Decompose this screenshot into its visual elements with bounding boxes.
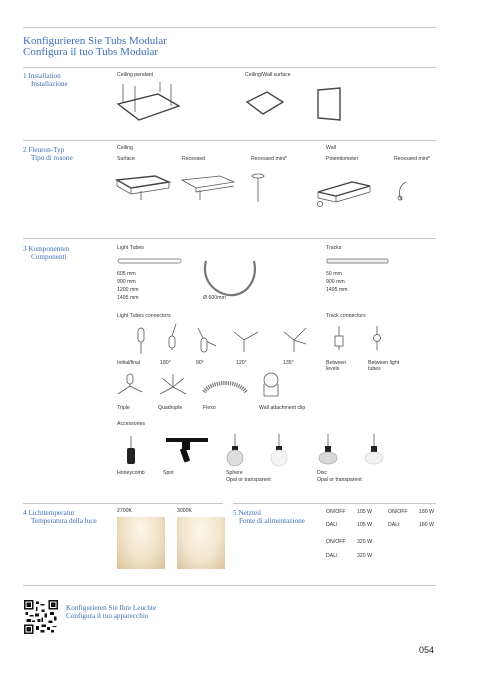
track-length: 1495 mm xyxy=(326,287,348,293)
page-title-it: Configura il tuo Tubs Modular xyxy=(23,46,159,58)
wall-recessed-mini-icon xyxy=(396,180,412,202)
connector-quadruple: Quadruple xyxy=(158,405,183,411)
rosette-recessed-mini: Recessed mini* xyxy=(251,156,288,162)
components-heading-de: 3 Komponenten xyxy=(23,245,70,253)
configure-cta-de[interactable]: Konfigurieren Sie Ihre Leuchte xyxy=(66,604,157,612)
light-temp-heading-it: Temperatura della luce xyxy=(31,517,97,525)
connector-90: 90° xyxy=(196,360,204,366)
tube-length: 605 mm xyxy=(117,271,136,277)
rosette-heading-de: 2 Fleuron-Typ xyxy=(23,146,65,154)
track-length: 900 mm xyxy=(326,279,345,285)
tracks-label: Tracks xyxy=(326,245,342,251)
90-connector-icon xyxy=(194,324,218,356)
connector-between-light-tubes: Between light tubes xyxy=(368,360,400,373)
rosette-wall-recessed-mini: Recessed mini* xyxy=(394,156,431,162)
accessory-sphere: Sphere xyxy=(226,470,243,476)
power-type: ON/OFF xyxy=(326,539,346,545)
track-icon xyxy=(326,258,390,266)
connector-180: 180° xyxy=(160,360,171,366)
honeycomb-icon xyxy=(124,436,138,466)
power-watt: 320 W xyxy=(357,539,372,545)
rosette-heading-it: Tipo di rosone xyxy=(31,154,73,162)
tube-connectors-label: Light Tubes connectors xyxy=(117,313,171,319)
option-ceiling-pendant: Ceiling pendant xyxy=(117,72,154,78)
power-heading-de: 5 Netzteil xyxy=(233,509,262,517)
power-type: DALI xyxy=(326,522,338,528)
accessories-label: Accessories xyxy=(117,421,145,427)
top-rule xyxy=(23,27,436,28)
recessed-rosette-icon xyxy=(180,172,236,202)
tube-length: 1495 mm xyxy=(117,295,139,301)
connector-120: 120° xyxy=(236,360,247,366)
ceiling-pendant-icon xyxy=(115,82,185,132)
power-watt: 105 W xyxy=(357,522,372,528)
triple-connector-icon xyxy=(116,372,144,400)
installation-heading-de: 1 Installation xyxy=(23,72,61,80)
connector-135: 135° xyxy=(283,360,294,366)
flexo-connector-icon xyxy=(202,378,248,396)
power-watt: 180 W xyxy=(419,522,434,528)
sphere-opal-icon xyxy=(224,434,246,470)
power-type: DALI xyxy=(326,553,338,559)
page-number: 054 xyxy=(419,645,435,655)
power-type: ON/OFF xyxy=(388,509,408,515)
180-connector-icon xyxy=(162,322,182,356)
accessory-spot: Spot xyxy=(163,470,174,476)
light-tube-icon xyxy=(117,258,183,266)
surface-rosette-icon xyxy=(115,172,171,202)
rosette-recessed: Recessed xyxy=(182,156,206,162)
tube-length: 1200 mm xyxy=(117,287,139,293)
power-type: DALI xyxy=(388,522,400,528)
wall-surface-icon xyxy=(314,86,342,122)
qr-code-icon[interactable] xyxy=(24,600,58,634)
135-connector-icon xyxy=(280,322,308,354)
connector-wall-attachment-clip: Wall attachment clip xyxy=(259,405,306,411)
option-ceiling-wall-surface: Ceiling/Wall surface xyxy=(245,72,291,78)
section-rule xyxy=(23,503,223,504)
potentiometer-icon xyxy=(314,178,374,210)
accessory-sphere-variant: Opal or transparent xyxy=(226,477,271,483)
power-watt: 180 W xyxy=(419,509,434,515)
components-heading-it: Componenti xyxy=(31,253,67,261)
section-rule xyxy=(23,238,436,239)
page-title-de: Konfigurieren Sie Tubs Modular xyxy=(23,35,167,47)
between-levels-icon xyxy=(332,324,346,356)
section-rule xyxy=(23,67,436,68)
power-watt: 105 W xyxy=(357,509,372,515)
temp-2700k-swatch xyxy=(117,517,165,569)
temp-3000k-label: 3000K xyxy=(177,508,193,514)
group-wall: Wall xyxy=(326,145,336,151)
120-connector-icon xyxy=(232,324,260,356)
section-rule xyxy=(23,140,436,141)
recessed-mini-icon xyxy=(250,172,266,202)
track-connectors-label: Track connectors xyxy=(326,313,366,319)
power-type: ON/OFF xyxy=(326,509,346,515)
connector-between-levels: Between levels xyxy=(326,360,347,373)
configure-cta-it[interactable]: Configura il tuo apparecchio xyxy=(66,612,149,620)
temp-2700k-label: 2700K xyxy=(117,508,133,514)
connector-flexo: Flexo xyxy=(203,405,216,411)
group-ceiling: Ceiling xyxy=(117,145,133,151)
light-temp-heading-de: 4 Lichttemperatur xyxy=(23,509,75,517)
sphere-transparent-icon xyxy=(268,434,290,470)
ring-tube-icon xyxy=(200,257,260,297)
tube-length: 900 mm xyxy=(117,279,136,285)
between-light-tubes-icon xyxy=(370,324,384,356)
disc-transparent-icon xyxy=(362,434,386,468)
spot-icon xyxy=(164,436,210,466)
rosette-potentiometer: Potentiometer xyxy=(326,156,359,162)
light-tubes-label: Light Tubes xyxy=(117,245,144,251)
accessory-honeycomb: Honeycomb xyxy=(117,470,145,476)
footer-rule xyxy=(23,585,436,586)
track-length: 50 mm xyxy=(326,271,342,277)
wall-attachment-clip-icon xyxy=(260,370,282,400)
accessory-disc-variant: Opal or transparent xyxy=(317,477,362,483)
power-watt: 320 W xyxy=(357,553,372,559)
section-rule xyxy=(233,503,436,504)
ceiling-surface-icon xyxy=(245,90,285,120)
temp-3000k-swatch xyxy=(177,517,225,569)
connector-triple: Triple xyxy=(117,405,130,411)
disc-opal-icon xyxy=(316,434,340,468)
quadruple-connector-icon xyxy=(158,372,188,402)
power-heading-it: Fonte di alimentazione xyxy=(239,517,305,525)
accessory-disc: Disc xyxy=(317,470,328,476)
connector-initial-final: Initial/final xyxy=(117,360,141,366)
initial-final-connector-icon xyxy=(134,326,148,356)
rosette-surface: Surface xyxy=(117,156,135,162)
ring-label: Ø 600mm xyxy=(203,295,226,301)
installation-heading-it: Installazione xyxy=(31,80,68,88)
